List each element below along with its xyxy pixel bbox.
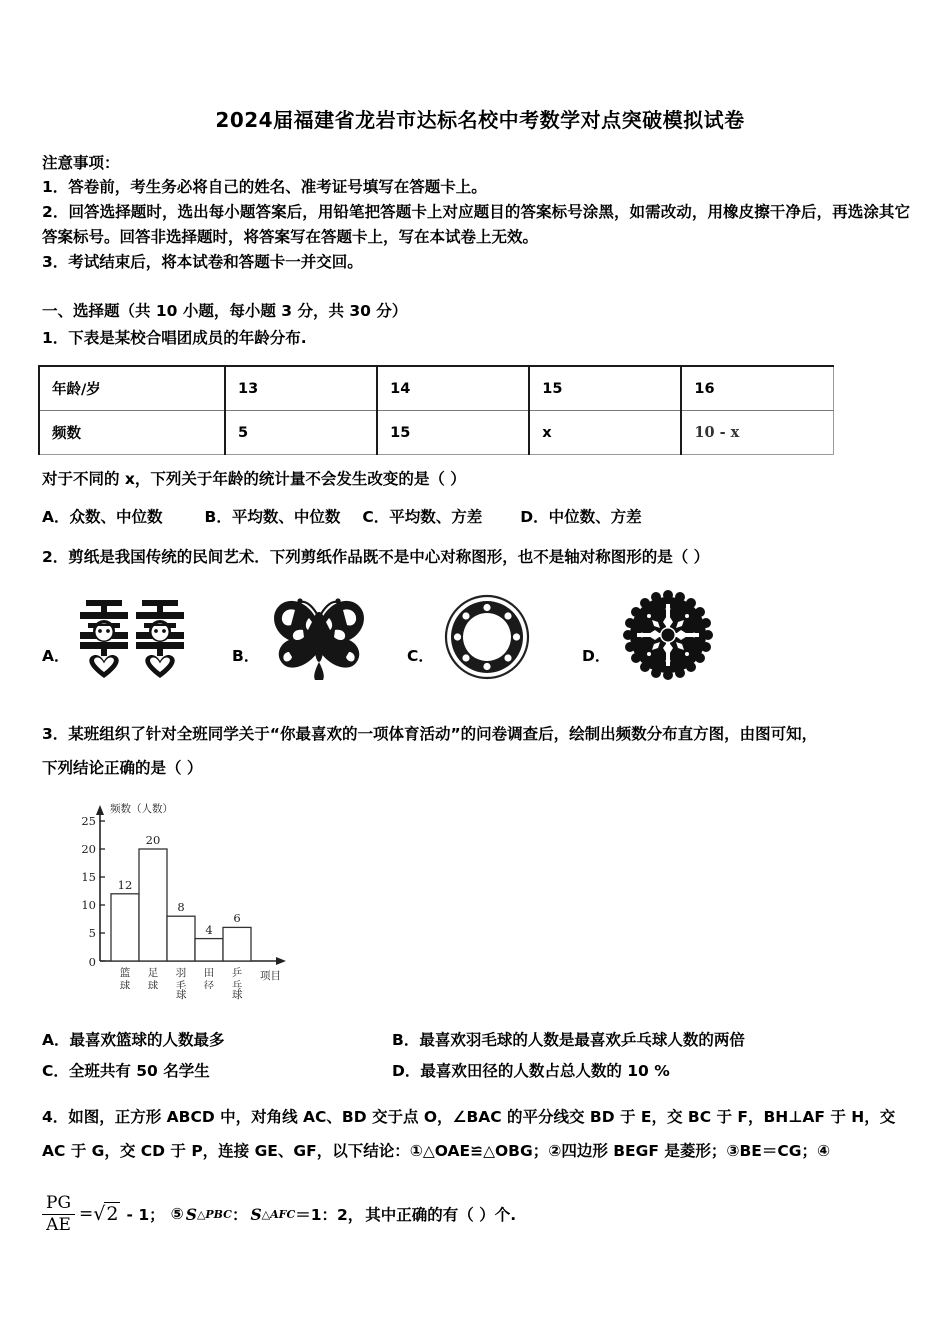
option-2-c-label: C．: [407, 646, 434, 665]
table-row-header: [39, 366, 834, 411]
area-pbc-symbol: S: [185, 1204, 197, 1224]
option-1-b[interactable]: B．平均数、中位数: [204, 508, 341, 527]
radical-sign: √: [93, 1203, 106, 1226]
butterfly-papercut-icon: [265, 594, 373, 684]
question-3-options: [42, 1025, 910, 1087]
table-cell-freq-15: x: [529, 411, 681, 455]
question-2-stem: 2．剪纸是我国传统的民间艺术．下列剪纸作品既不是中心对称图形，也不是轴对称图形的是（ ）: [42, 548, 710, 567]
barlabel-basketball: 12: [117, 877, 133, 892]
frequency-histogram: 0 5 10 15 20 25 12 20 8 4 6 频数（人数） 项目 篮球 足球 羽毛 田径 乒乓 球 球: [60, 799, 320, 989]
fraction-denominator: AE: [42, 1214, 75, 1235]
option-2-a[interactable]: [42, 584, 232, 684]
item-5-marker: ⑤: [170, 1205, 184, 1224]
table-cell-row-header-freq: 频数: [39, 411, 225, 455]
table-cell-freq-16: 10 - x: [681, 411, 833, 455]
xtick-football: 足球: [147, 966, 159, 989]
bar-basketball: [111, 894, 139, 961]
table-cell-age-14: 14: [377, 366, 529, 411]
xtick-labels: [120, 966, 243, 989]
section-heading-choice: 一、选择题（共 10 小题，每小题 3 分，共 30 分）: [42, 302, 408, 321]
option-3-d[interactable]: D．最喜欢田径的人数占总人数的 10 %: [392, 1061, 670, 1080]
xtick-tabletennis: 乒乓: [231, 966, 243, 989]
ytick-10: 10: [81, 897, 96, 912]
table-cell-freq-14: 15: [377, 411, 529, 455]
notice-line-3: 3．考试结束后，将本试卷和答题卡一并交回。: [42, 253, 363, 272]
fraction-pg-ae: [42, 1194, 75, 1234]
ytick-25: 25: [81, 813, 96, 828]
table-row-frequency: [39, 411, 834, 455]
option-1-d[interactable]: D．中位数、方差: [520, 508, 642, 527]
option-1-c[interactable]: C．平均数、方差: [362, 508, 483, 527]
ytick-0: 0: [88, 954, 96, 969]
ratio-value: ＝1：2，: [295, 1206, 364, 1225]
xtick-basketball: 篮球: [119, 966, 131, 989]
notice-section: [42, 151, 910, 275]
notice-line-2: 2．回答选择题时，选出每小题答案后，用铅笔把答题卡上对应题目的答案标号涂黑，如需改动，用橡皮擦干净后，再选涂其它答案标号。回答非选择题时，将答案写在答题卡上，写在本试卷上无效。: [42, 203, 910, 247]
ytick-15: 15: [81, 869, 96, 884]
bar-track: [195, 939, 223, 961]
page-title: 2024届福建省龙岩市达标名校中考数学对点突破模拟试卷: [215, 108, 745, 132]
table-cell-age-15: 15: [529, 366, 681, 411]
yaxis-label: 频数（人数）: [110, 802, 173, 815]
table-cell-freq-13: 5: [225, 411, 377, 455]
table-cell-age-16: 16: [681, 366, 833, 411]
bar-football: [139, 849, 167, 961]
xtick-track: 田径: [203, 966, 215, 989]
option-2-c[interactable]: [407, 584, 582, 684]
barlabel-track: 4: [205, 922, 213, 937]
radical-body: 2: [106, 1203, 119, 1226]
barlabel-football: 20: [145, 832, 161, 847]
ytick-5: 5: [88, 925, 96, 940]
notice-heading: 注意事项：: [42, 154, 120, 172]
table-cell-row-header-age: 年龄/岁: [39, 366, 225, 411]
barlabel-tabletennis: 6: [233, 910, 241, 925]
option-3-a[interactable]: A．最喜欢篮球的人数最多: [42, 1030, 225, 1049]
square-root-icon: [93, 1203, 120, 1225]
ratio-colon-1: ：: [231, 1206, 248, 1225]
option-1-a[interactable]: A．众数、中位数: [42, 508, 163, 527]
table-cell-age-13: 13: [225, 366, 377, 411]
option-2-d-label: D．: [582, 646, 611, 665]
option-2-b[interactable]: [232, 584, 407, 684]
sunburst-disc-papercut-icon: [616, 590, 720, 684]
option-2-d[interactable]: [582, 584, 757, 684]
minus-one-text: - 1；: [126, 1206, 165, 1225]
formula-tail-text: 其中正确的有（ ）个.: [365, 1206, 517, 1225]
question-1-prompt: 对于不同的 x，下列关于年龄的统计量不会发生改变的是（ ）: [42, 470, 466, 489]
histogram-svg: [60, 799, 320, 989]
circular-ring-papercut-icon: [440, 594, 534, 684]
area-afc-subscript: △AFC: [261, 1207, 296, 1221]
fraction-numerator: PG: [46, 1193, 72, 1214]
bar-tabletennis: [223, 927, 251, 961]
area-pbc-subscript: △PBC: [196, 1207, 232, 1221]
question-2-options: [42, 584, 922, 684]
ytick-20: 20: [81, 841, 96, 856]
option-3-b[interactable]: B．最喜欢羽毛球的人数是最喜欢乒乓球人数的两倍: [392, 1030, 745, 1049]
option-2-a-label: A．: [42, 646, 70, 665]
xaxis-label: 项目: [260, 969, 281, 982]
question-1-options: [42, 505, 950, 527]
equals-sign: =: [79, 1204, 94, 1225]
question-3-stem-line1: 3．某班组织了针对全班同学关于“你最喜欢的一项体育活动”的问卷调查后，绘制出频数分布直方图，由图可知，: [42, 724, 818, 743]
notice-line-1: 1．答卷前，考生务必将自己的姓名、准考证号填写在答题卡上。: [42, 178, 487, 197]
age-distribution-table: [38, 365, 834, 455]
option-3-c[interactable]: C．全班共有 50 名学生: [42, 1061, 210, 1080]
question-3-stem-line2: 下列结论正确的是（ ）: [42, 759, 203, 778]
question-4-line1: 4．如图，正方形 ABCD 中，对角线 AC、BD 交于点 O，∠BAC 的平分线交 BD 于 E，交 BC 于 F，BH⊥AF 于 H，交: [42, 1107, 896, 1126]
area-afc-symbol: S: [250, 1204, 262, 1224]
bar-badminton: [167, 916, 195, 961]
barlabel-badminton: 8: [177, 899, 185, 914]
question-1-stem: 1．下表是某校合唱团成员的年龄分布.: [42, 329, 307, 348]
option-2-b-label: B．: [232, 646, 260, 665]
question-4-line2: AC 于 G，交 CD 于 P，连接 GE、GF，以下结论：①△OAE≌△OBG；②四边形 BEGF 是菱形；③BE＝CG；④: [42, 1142, 831, 1161]
xtick-badminton: 羽毛: [175, 966, 187, 989]
question-4-formula: [42, 1194, 950, 1234]
double-happiness-papercut-icon: [76, 598, 186, 684]
